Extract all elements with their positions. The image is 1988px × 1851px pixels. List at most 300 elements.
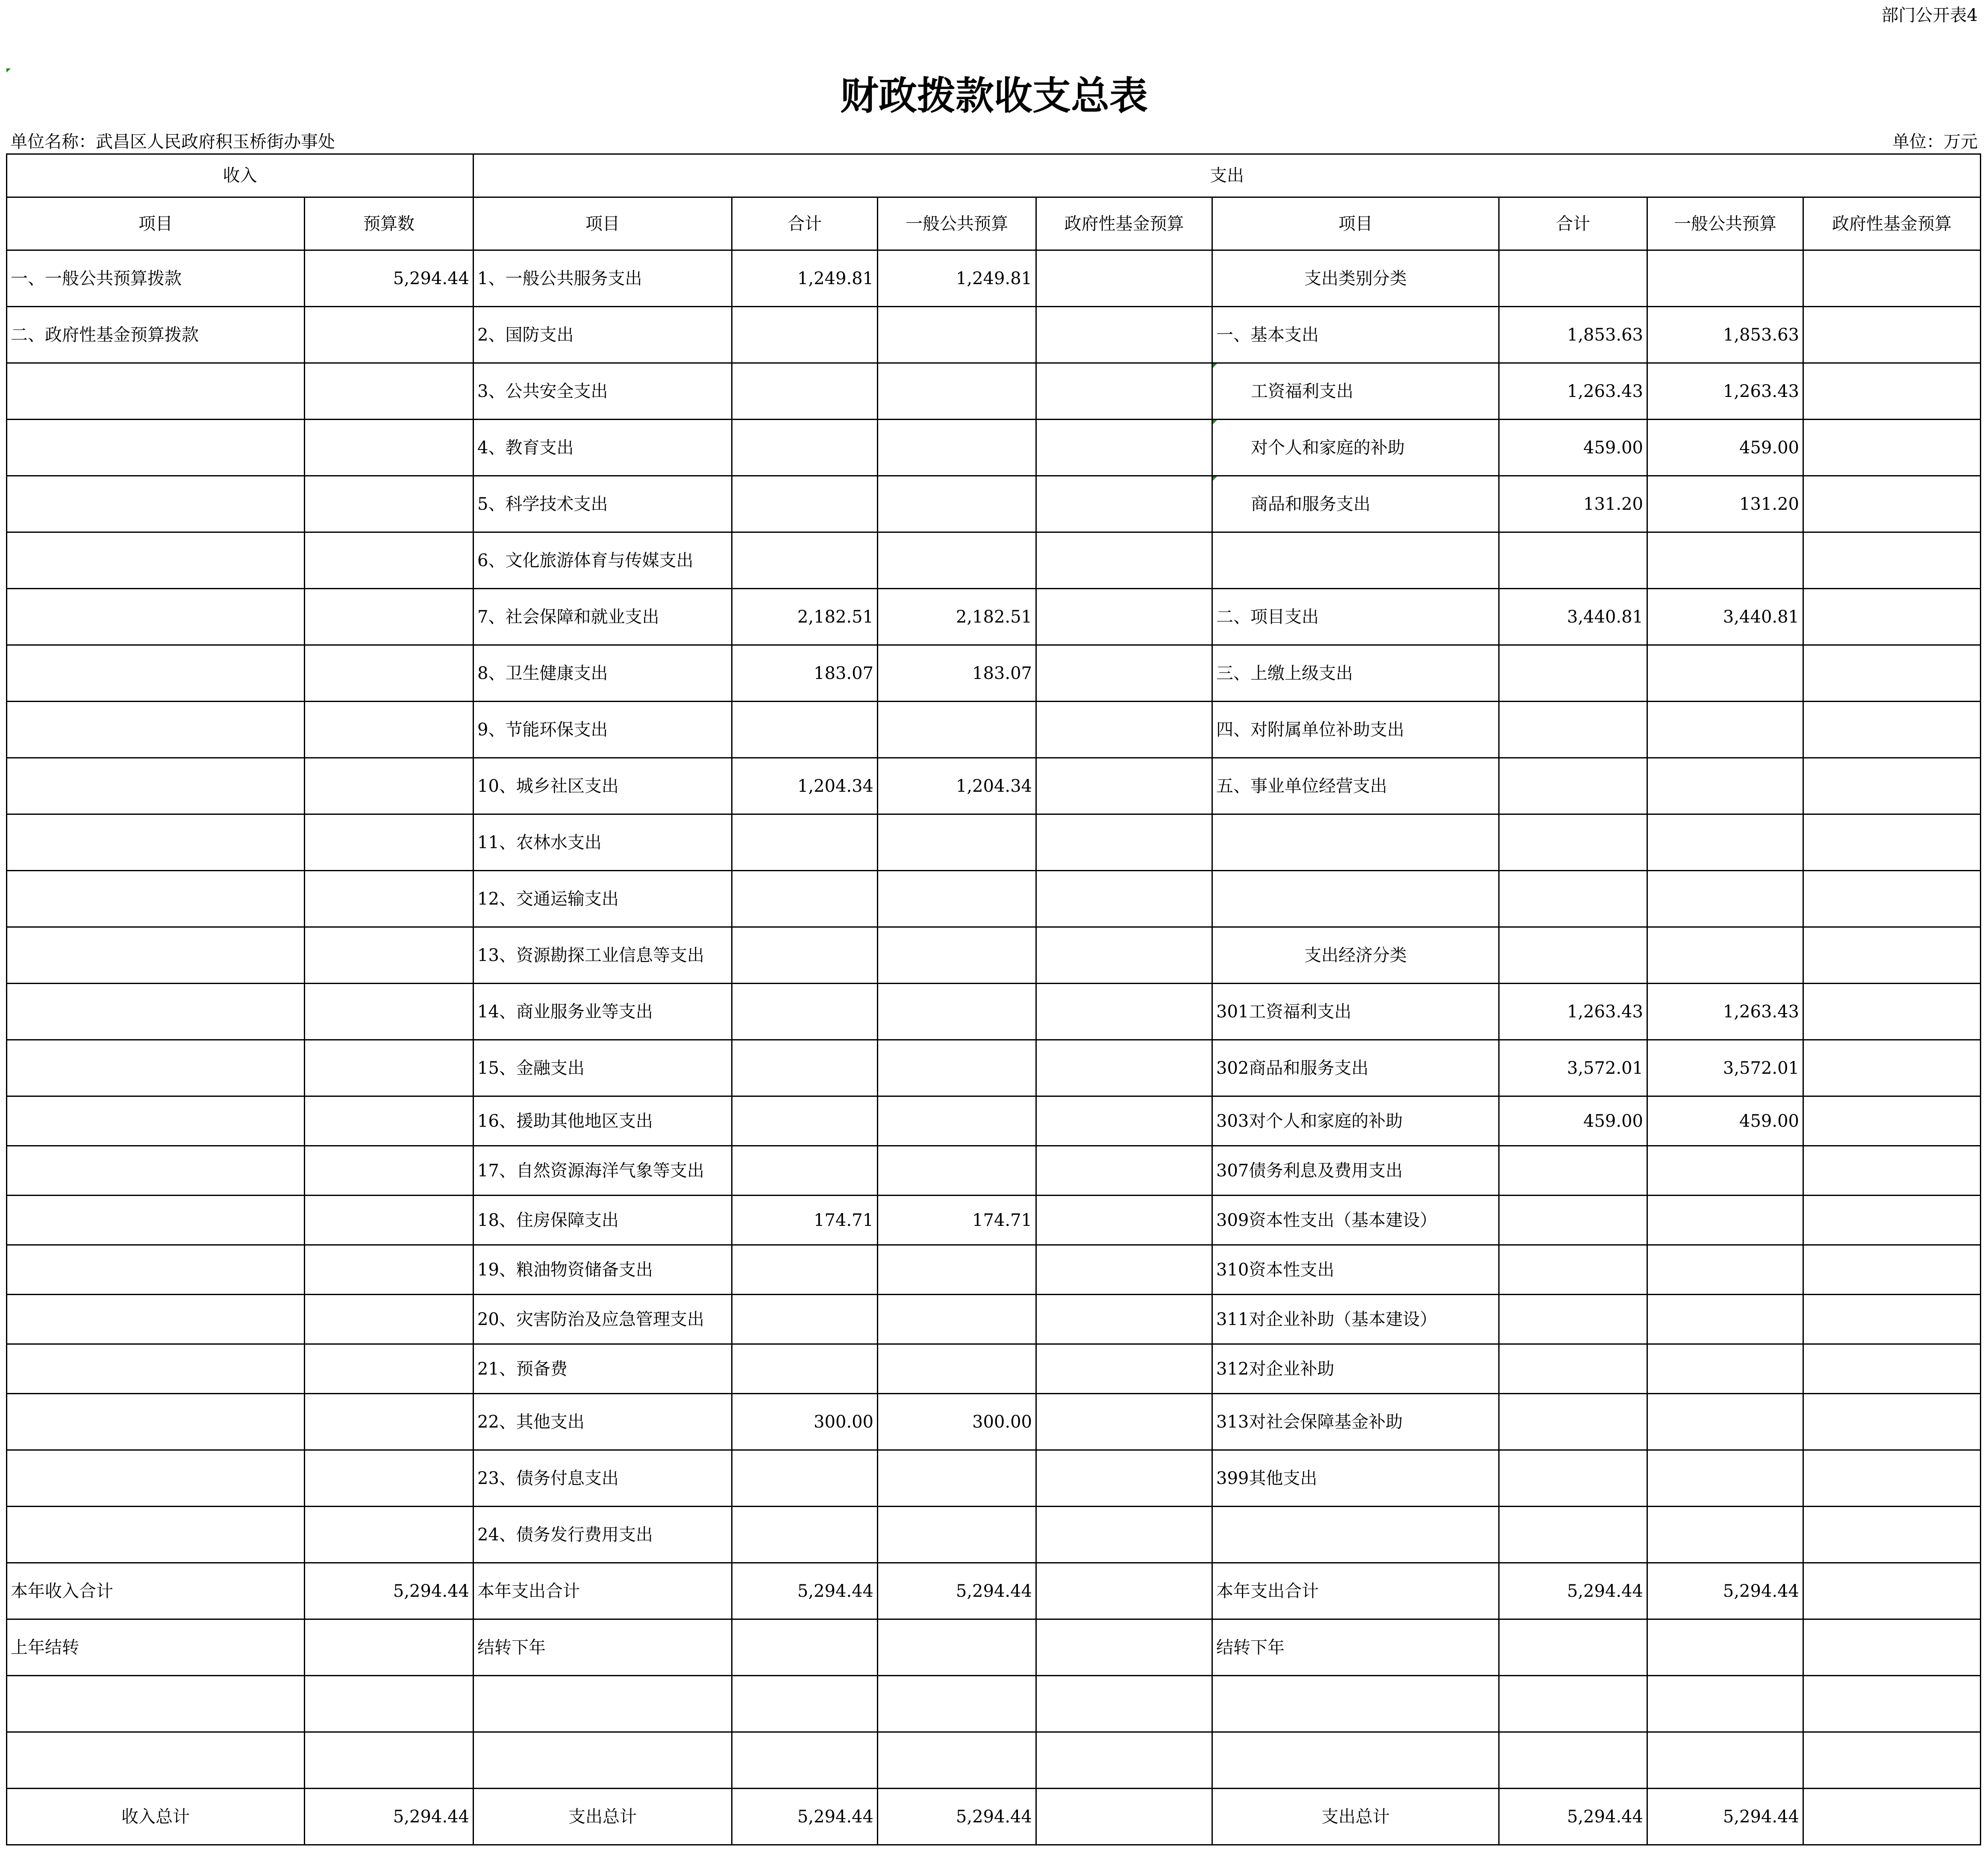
economic-general-budget-cell xyxy=(1648,1196,1804,1246)
economic-total-cell xyxy=(1500,646,1648,702)
table-column-header-row xyxy=(7,198,1981,251)
function-item-column-header: 项目 xyxy=(474,198,732,251)
function-general-budget-cell xyxy=(878,1345,1037,1394)
function-fund-budget-cell xyxy=(1037,1345,1213,1394)
function-total-cell: 174.71 xyxy=(732,1196,878,1246)
table-row xyxy=(7,1620,1981,1676)
economic-total-cell: 3,440.81 xyxy=(1500,589,1648,646)
economic-general-budget-cell: 1,853.63 xyxy=(1648,307,1804,364)
function-total-cell xyxy=(732,1507,878,1563)
function-item-cell: 支出总计 xyxy=(474,1789,732,1845)
economic-fund-budget-cell xyxy=(1804,871,1981,928)
economic-total-cell xyxy=(1500,1451,1648,1507)
function-general-budget-cell xyxy=(878,1733,1037,1789)
economic-total-cell xyxy=(1500,1733,1648,1789)
economic-total-cell: 5,294.44 xyxy=(1500,1789,1648,1845)
function-total-cell xyxy=(732,1733,878,1789)
economic-total-column-header: 合计 xyxy=(1500,198,1648,251)
economic-fund-budget-cell xyxy=(1804,1451,1981,1507)
table-row xyxy=(7,533,1981,589)
income-budget-cell xyxy=(305,871,474,928)
economic-item-cell xyxy=(1213,1733,1500,1789)
income-item-cell: 本年收入合计 xyxy=(7,1563,305,1620)
function-item-cell: 9、节能环保支出 xyxy=(474,702,732,758)
function-fund-budget-cell xyxy=(1037,984,1213,1040)
function-total-cell xyxy=(732,533,878,589)
function-general-budget-cell xyxy=(878,307,1037,364)
income-item-cell xyxy=(7,420,305,476)
economic-general-budget-cell xyxy=(1648,871,1804,928)
table-row xyxy=(7,1040,1981,1097)
function-item-cell: 1、一般公共服务支出 xyxy=(474,251,732,307)
income-budget-cell: 5,294.44 xyxy=(305,1789,474,1845)
page-title: 财政拨款收支总表 xyxy=(840,73,1148,118)
economic-item-cell: 三、上缴上级支出 xyxy=(1213,646,1500,702)
function-fund-budget-cell xyxy=(1037,1040,1213,1097)
function-item-cell: 8、卫生健康支出 xyxy=(474,646,732,702)
function-total-cell: 300.00 xyxy=(732,1394,878,1451)
page-label: 部门公开表4 xyxy=(1881,6,1978,25)
function-total-cell xyxy=(732,1146,878,1196)
function-general-budget-cell xyxy=(878,1040,1037,1097)
income-budget-cell xyxy=(305,815,474,871)
economic-fund-budget-cell xyxy=(1804,476,1981,533)
economic-item-cell: 302商品和服务支出 xyxy=(1213,1040,1500,1097)
function-general-budget-cell: 5,294.44 xyxy=(878,1789,1037,1845)
function-general-budget-cell xyxy=(878,476,1037,533)
economic-general-budget-cell: 3,440.81 xyxy=(1648,589,1804,646)
income-item-cell xyxy=(7,871,305,928)
table-row xyxy=(7,1146,1981,1196)
function-total-cell: 5,294.44 xyxy=(732,1789,878,1845)
income-budget-cell xyxy=(305,533,474,589)
function-fund-budget-cell xyxy=(1037,364,1213,420)
function-general-budget-cell xyxy=(878,1451,1037,1507)
economic-general-budget-cell xyxy=(1648,1451,1804,1507)
table-row xyxy=(7,1345,1981,1394)
table-row xyxy=(7,589,1981,646)
economic-general-budget-cell: 5,294.44 xyxy=(1648,1789,1804,1845)
function-fund-budget-cell xyxy=(1037,646,1213,702)
economic-general-budget-cell: 459.00 xyxy=(1648,1097,1804,1146)
function-fund-budget-cell xyxy=(1037,1451,1213,1507)
function-general-budget-cell xyxy=(878,1097,1037,1146)
economic-item-cell: 399其他支出 xyxy=(1213,1451,1500,1507)
economic-item-cell xyxy=(1213,533,1500,589)
table-row xyxy=(7,928,1981,984)
income-item-cell xyxy=(7,815,305,871)
economic-total-cell: 3,572.01 xyxy=(1500,1040,1648,1097)
income-item-cell xyxy=(7,1345,305,1394)
economic-fund-budget-cell xyxy=(1804,1507,1981,1563)
function-total-cell xyxy=(732,1620,878,1676)
function-total-cell xyxy=(732,1040,878,1097)
function-general-budget-cell xyxy=(878,1246,1037,1295)
economic-total-cell xyxy=(1500,1676,1648,1733)
function-item-cell: 20、灾害防治及应急管理支出 xyxy=(474,1295,732,1345)
table-row xyxy=(7,1789,1981,1845)
function-item-cell: 23、债务付息支出 xyxy=(474,1451,732,1507)
function-item-cell: 19、粮油物资储备支出 xyxy=(474,1246,732,1295)
function-fund-budget-cell xyxy=(1037,1563,1213,1620)
economic-total-cell xyxy=(1500,815,1648,871)
economic-item-column-header: 项目 xyxy=(1213,198,1500,251)
table-body xyxy=(7,251,1981,1845)
economic-general-budget-cell xyxy=(1648,1676,1804,1733)
economic-fund-budget-column-header: 政府性基金预算 xyxy=(1804,198,1981,251)
income-budget-cell xyxy=(305,1676,474,1733)
economic-total-cell: 459.00 xyxy=(1500,420,1648,476)
economic-fund-budget-cell xyxy=(1804,1196,1981,1246)
economic-fund-budget-cell xyxy=(1804,251,1981,307)
function-fund-budget-cell xyxy=(1037,1146,1213,1196)
economic-general-budget-cell xyxy=(1648,1246,1804,1295)
income-budget-cell xyxy=(305,1246,474,1295)
economic-fund-budget-cell xyxy=(1804,1620,1981,1676)
function-general-budget-cell xyxy=(878,420,1037,476)
income-item-cell xyxy=(7,1097,305,1146)
economic-total-cell xyxy=(1500,1620,1648,1676)
economic-item-cell xyxy=(1213,1676,1500,1733)
income-budget-cell xyxy=(305,646,474,702)
function-total-cell xyxy=(732,1246,878,1295)
economic-item-cell xyxy=(1213,871,1500,928)
economic-fund-budget-cell xyxy=(1804,646,1981,702)
function-fund-budget-cell xyxy=(1037,1733,1213,1789)
economic-total-cell xyxy=(1500,702,1648,758)
function-fund-budget-cell xyxy=(1037,1394,1213,1451)
economic-general-budget-cell: 1,263.43 xyxy=(1648,984,1804,1040)
income-budget-cell: 5,294.44 xyxy=(305,251,474,307)
function-item-cell: 3、公共安全支出 xyxy=(474,364,732,420)
table-group-header-row xyxy=(7,155,1981,198)
function-item-cell: 结转下年 xyxy=(474,1620,732,1676)
economic-general-budget-cell: 5,294.44 xyxy=(1648,1563,1804,1620)
income-item-cell xyxy=(7,476,305,533)
economic-fund-budget-cell xyxy=(1804,1246,1981,1295)
income-budget-cell xyxy=(305,1295,474,1345)
function-general-budget-cell xyxy=(878,1676,1037,1733)
economic-item-cell: 支出类别分类 xyxy=(1213,251,1500,307)
table-row xyxy=(7,1451,1981,1507)
economic-fund-budget-cell xyxy=(1804,928,1981,984)
function-total-cell xyxy=(732,1676,878,1733)
economic-total-cell xyxy=(1500,1246,1648,1295)
income-item-cell xyxy=(7,984,305,1040)
economic-fund-budget-cell xyxy=(1804,1146,1981,1196)
income-budget-cell xyxy=(305,1196,474,1246)
table-row xyxy=(7,1563,1981,1620)
table-row xyxy=(7,1097,1981,1146)
function-total-cell xyxy=(732,1097,878,1146)
income-item-cell: 一、一般公共预算拨款 xyxy=(7,251,305,307)
income-item-cell: 收入总计 xyxy=(7,1789,305,1845)
income-group-header: 收入 xyxy=(7,155,474,198)
function-fund-budget-cell xyxy=(1037,420,1213,476)
function-fund-budget-cell xyxy=(1037,1620,1213,1676)
function-total-cell xyxy=(732,871,878,928)
income-budget-cell xyxy=(305,1345,474,1394)
economic-total-cell xyxy=(1500,1394,1648,1451)
economic-general-budget-cell xyxy=(1648,251,1804,307)
function-fund-budget-cell xyxy=(1037,307,1213,364)
income-budget-cell xyxy=(305,589,474,646)
budget-table xyxy=(6,153,1981,1845)
function-item-cell: 13、资源勘探工业信息等支出 xyxy=(474,928,732,984)
function-total-cell: 1,249.81 xyxy=(732,251,878,307)
economic-general-budget-cell xyxy=(1648,702,1804,758)
economic-item-cell: 303对个人和家庭的补助 xyxy=(1213,1097,1500,1146)
table-row xyxy=(7,1295,1981,1345)
economic-item-cell: 311对企业补助（基本建设） xyxy=(1213,1295,1500,1345)
unit-name: 单位名称：武昌区人民政府积玉桥街办事处 xyxy=(10,132,335,152)
function-general-budget-cell xyxy=(878,1146,1037,1196)
income-item-cell xyxy=(7,1040,305,1097)
function-general-budget-column-header: 一般公共预算 xyxy=(878,198,1037,251)
function-general-budget-cell: 1,249.81 xyxy=(878,251,1037,307)
income-budget-cell xyxy=(305,1394,474,1451)
function-item-cell: 21、预备费 xyxy=(474,1345,732,1394)
economic-general-budget-cell xyxy=(1648,1345,1804,1394)
table-row xyxy=(7,984,1981,1040)
table-row xyxy=(7,871,1981,928)
function-general-budget-cell: 2,182.51 xyxy=(878,589,1037,646)
economic-item-cell xyxy=(1213,1507,1500,1563)
function-fund-budget-cell xyxy=(1037,1097,1213,1146)
function-total-cell: 2,182.51 xyxy=(732,589,878,646)
economic-fund-budget-cell xyxy=(1804,1563,1981,1620)
function-item-cell: 本年支出合计 xyxy=(474,1563,732,1620)
income-budget-cell xyxy=(305,1620,474,1676)
economic-general-budget-cell: 3,572.01 xyxy=(1648,1040,1804,1097)
economic-general-budget-cell xyxy=(1648,646,1804,702)
function-fund-budget-cell xyxy=(1037,1507,1213,1563)
economic-total-cell: 1,263.43 xyxy=(1500,984,1648,1040)
economic-fund-budget-cell xyxy=(1804,307,1981,364)
function-fund-budget-cell xyxy=(1037,815,1213,871)
income-item-cell xyxy=(7,758,305,815)
function-general-budget-cell: 174.71 xyxy=(878,1196,1037,1246)
economic-fund-budget-cell xyxy=(1804,815,1981,871)
income-budget-cell xyxy=(305,476,474,533)
income-budget-cell xyxy=(305,1097,474,1146)
function-fund-budget-cell xyxy=(1037,476,1213,533)
function-fund-budget-cell xyxy=(1037,1676,1213,1733)
economic-item-cell: 商品和服务支出 xyxy=(1213,476,1500,533)
function-fund-budget-cell xyxy=(1037,1196,1213,1246)
table-row xyxy=(7,646,1981,702)
income-item-cell xyxy=(7,533,305,589)
function-general-budget-cell xyxy=(878,1620,1037,1676)
function-item-cell: 11、农林水支出 xyxy=(474,815,732,871)
table-row xyxy=(7,815,1981,871)
economic-item-cell: 313对社会保障基金补助 xyxy=(1213,1394,1500,1451)
income-item-cell xyxy=(7,1246,305,1295)
income-budget-cell xyxy=(305,364,474,420)
income-budget-cell xyxy=(305,702,474,758)
function-general-budget-cell xyxy=(878,364,1037,420)
function-item-cell xyxy=(474,1733,732,1789)
economic-total-cell xyxy=(1500,1295,1648,1345)
economic-item-cell: 309资本性支出（基本建设） xyxy=(1213,1196,1500,1246)
income-item-cell xyxy=(7,1676,305,1733)
function-item-cell xyxy=(474,1676,732,1733)
table-row xyxy=(7,476,1981,533)
function-total-cell xyxy=(732,815,878,871)
function-item-cell: 7、社会保障和就业支出 xyxy=(474,589,732,646)
function-total-cell xyxy=(732,1295,878,1345)
function-general-budget-cell: 5,294.44 xyxy=(878,1563,1037,1620)
table-row xyxy=(7,1733,1981,1789)
table-row xyxy=(7,1394,1981,1451)
income-budget-cell xyxy=(305,1040,474,1097)
economic-item-cell xyxy=(1213,815,1500,871)
function-fund-budget-cell xyxy=(1037,871,1213,928)
income-item-cell xyxy=(7,702,305,758)
function-fund-budget-cell xyxy=(1037,702,1213,758)
income-budget-cell xyxy=(305,1507,474,1563)
economic-item-cell: 对个人和家庭的补助 xyxy=(1213,420,1500,476)
income-item-cell xyxy=(7,1451,305,1507)
income-item-cell xyxy=(7,1507,305,1563)
income-item-cell xyxy=(7,646,305,702)
economic-general-budget-cell: 131.20 xyxy=(1648,476,1804,533)
economic-fund-budget-cell xyxy=(1804,1040,1981,1097)
function-total-cell xyxy=(732,420,878,476)
income-budget-cell xyxy=(305,1451,474,1507)
function-general-budget-cell: 1,204.34 xyxy=(878,758,1037,815)
function-item-cell: 10、城乡社区支出 xyxy=(474,758,732,815)
economic-total-cell xyxy=(1500,928,1648,984)
economic-total-cell xyxy=(1500,1507,1648,1563)
income-item-cell: 二、政府性基金预算拨款 xyxy=(7,307,305,364)
expense-group-header: 支出 xyxy=(474,155,1981,198)
income-budget-cell xyxy=(305,420,474,476)
economic-general-budget-cell xyxy=(1648,758,1804,815)
table-row xyxy=(7,364,1981,420)
economic-fund-budget-cell xyxy=(1804,1676,1981,1733)
function-item-cell: 24、债务发行费用支出 xyxy=(474,1507,732,1563)
economic-general-budget-cell xyxy=(1648,928,1804,984)
economic-total-cell xyxy=(1500,1146,1648,1196)
table-row xyxy=(7,1246,1981,1295)
function-fund-budget-cell xyxy=(1037,758,1213,815)
income-item-cell xyxy=(7,1146,305,1196)
economic-item-cell: 312对企业补助 xyxy=(1213,1345,1500,1394)
function-total-cell xyxy=(732,364,878,420)
economic-total-cell: 1,853.63 xyxy=(1500,307,1648,364)
economic-general-budget-cell xyxy=(1648,533,1804,589)
economic-item-cell: 307债务利息及费用支出 xyxy=(1213,1146,1500,1196)
income-budget-cell xyxy=(305,984,474,1040)
function-general-budget-cell xyxy=(878,928,1037,984)
income-item-cell xyxy=(7,1394,305,1451)
function-general-budget-cell xyxy=(878,1507,1037,1563)
income-item-cell xyxy=(7,1295,305,1345)
economic-item-cell: 二、项目支出 xyxy=(1213,589,1500,646)
function-item-cell: 6、文化旅游体育与传媒支出 xyxy=(474,533,732,589)
economic-general-budget-column-header: 一般公共预算 xyxy=(1648,198,1804,251)
function-fund-budget-cell xyxy=(1037,1789,1213,1845)
economic-item-cell: 支出经济分类 xyxy=(1213,928,1500,984)
economic-total-cell xyxy=(1500,1345,1648,1394)
economic-fund-budget-cell xyxy=(1804,533,1981,589)
function-general-budget-cell: 183.07 xyxy=(878,646,1037,702)
income-budget-cell: 5,294.44 xyxy=(305,1563,474,1620)
function-item-cell: 12、交通运输支出 xyxy=(474,871,732,928)
economic-item-cell: 五、事业单位经营支出 xyxy=(1213,758,1500,815)
function-general-budget-cell xyxy=(878,815,1037,871)
income-item-cell xyxy=(7,364,305,420)
economic-fund-budget-cell xyxy=(1804,1394,1981,1451)
function-fund-budget-cell xyxy=(1037,533,1213,589)
economic-fund-budget-cell xyxy=(1804,758,1981,815)
function-fund-budget-cell xyxy=(1037,928,1213,984)
income-item-cell xyxy=(7,589,305,646)
economic-general-budget-cell xyxy=(1648,1295,1804,1345)
economic-item-cell: 工资福利支出 xyxy=(1213,364,1500,420)
function-fund-budget-cell xyxy=(1037,589,1213,646)
economic-fund-budget-cell xyxy=(1804,364,1981,420)
economic-item-cell: 310资本性支出 xyxy=(1213,1246,1500,1295)
income-item-cell xyxy=(7,928,305,984)
function-general-budget-cell: 300.00 xyxy=(878,1394,1037,1451)
function-total-cell xyxy=(732,307,878,364)
economic-fund-budget-cell xyxy=(1804,420,1981,476)
cell-error-indicator xyxy=(6,68,11,73)
function-general-budget-cell xyxy=(878,533,1037,589)
table-row xyxy=(7,1196,1981,1246)
economic-general-budget-cell xyxy=(1648,815,1804,871)
economic-total-cell: 5,294.44 xyxy=(1500,1563,1648,1620)
economic-total-cell xyxy=(1500,758,1648,815)
economic-total-cell: 459.00 xyxy=(1500,1097,1648,1146)
function-item-cell: 18、住房保障支出 xyxy=(474,1196,732,1246)
economic-item-cell: 一、基本支出 xyxy=(1213,307,1500,364)
economic-fund-budget-cell xyxy=(1804,984,1981,1040)
economic-fund-budget-cell xyxy=(1804,589,1981,646)
economic-item-cell: 本年支出合计 xyxy=(1213,1563,1500,1620)
table-row xyxy=(7,307,1981,364)
table-row xyxy=(7,758,1981,815)
economic-general-budget-cell xyxy=(1648,1620,1804,1676)
function-fund-budget-cell xyxy=(1037,251,1213,307)
function-item-cell: 17、自然资源海洋气象等支出 xyxy=(474,1146,732,1196)
economic-general-budget-cell xyxy=(1648,1394,1804,1451)
function-item-cell: 4、教育支出 xyxy=(474,420,732,476)
economic-total-cell xyxy=(1500,533,1648,589)
economic-fund-budget-cell xyxy=(1804,1733,1981,1789)
function-item-cell: 15、金融支出 xyxy=(474,1040,732,1097)
economic-total-cell: 1,263.43 xyxy=(1500,364,1648,420)
function-item-cell: 14、商业服务业等支出 xyxy=(474,984,732,1040)
economic-total-cell xyxy=(1500,1196,1648,1246)
income-budget-cell xyxy=(305,1146,474,1196)
function-general-budget-cell xyxy=(878,984,1037,1040)
income-item-cell: 上年结转 xyxy=(7,1620,305,1676)
function-item-cell: 2、国防支出 xyxy=(474,307,732,364)
income-budget-cell xyxy=(305,1733,474,1789)
function-general-budget-cell xyxy=(878,1295,1037,1345)
income-item-cell xyxy=(7,1733,305,1789)
economic-fund-budget-cell xyxy=(1804,1295,1981,1345)
function-total-cell: 183.07 xyxy=(732,646,878,702)
income-budget-cell xyxy=(305,307,474,364)
economic-total-cell xyxy=(1500,251,1648,307)
economic-fund-budget-cell xyxy=(1804,1097,1981,1146)
function-total-cell xyxy=(732,476,878,533)
table-row xyxy=(7,251,1981,307)
